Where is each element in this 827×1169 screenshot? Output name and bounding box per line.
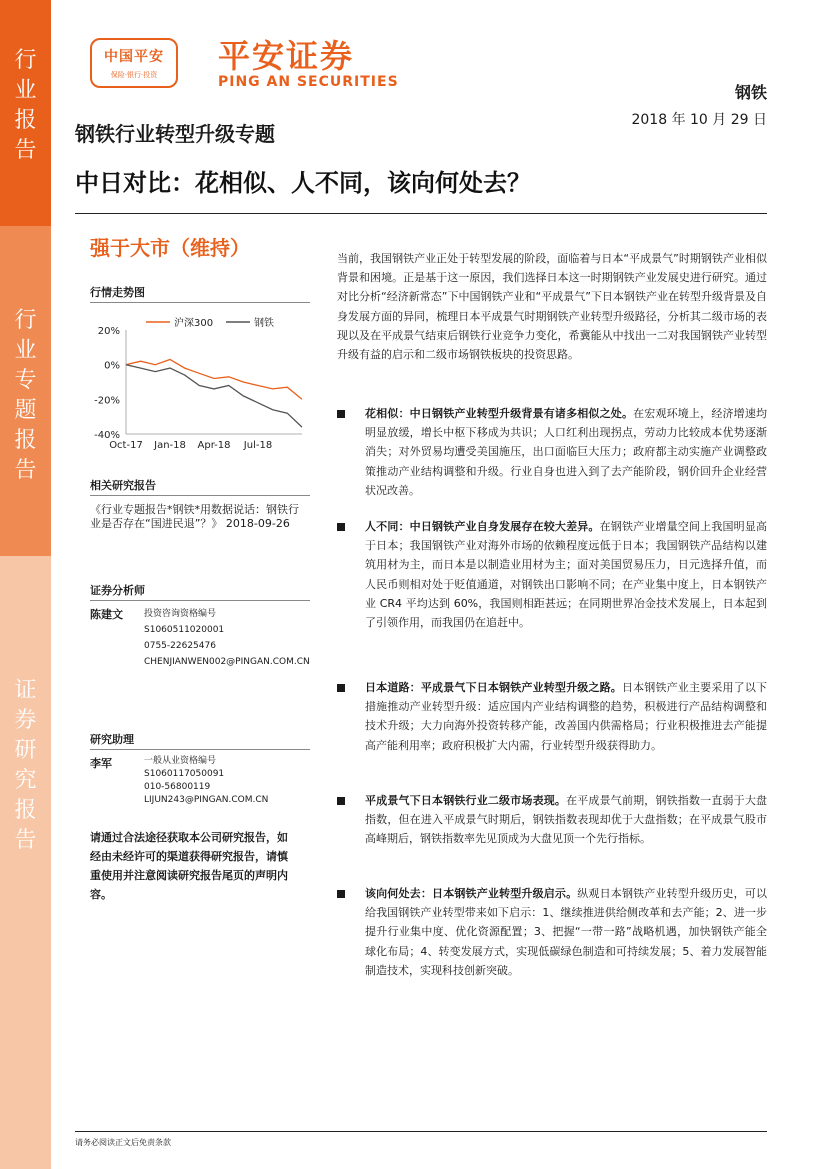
chart-x-tick-label: Jul-18	[243, 440, 273, 451]
related-report[interactable]: 《行业专题报告*钢铁*用数据说话：钢铁行业是否存在“国进民退”？》 2018-09-26	[90, 503, 299, 530]
chart-x-tick-label: Apr-18	[197, 440, 231, 451]
bullet-body: 纵观日本钢铁产业转型升级历史，可以给我国钢铁产业转型带来如下启示：1、继续推进供给侧改革和去产能；2、进一步提升行业集中度、优化资源配置；3、把握“一带一路”战略机遇，加快钢铁产能全球化布局；4、转变发展方式，实现低碳绿色制造和可持续发展；5、着力发展智能制造技术，实现科技创新突破。	[365, 887, 768, 977]
bullet-lead: 该向何处去：日本钢铁产业转型升级启示。	[365, 887, 578, 900]
bullet-square-icon	[337, 410, 345, 418]
chart-y-tick-label: -20%	[94, 395, 120, 407]
report-date: 2018 年 10 月 29 日	[631, 112, 767, 128]
side-label-research	[0, 676, 51, 856]
side-label-char: 告	[14, 458, 37, 483]
brand-en: PING AN SECURITIES	[218, 74, 399, 90]
bullet-item	[337, 517, 767, 632]
bullet-lead: 人不同：中日钢铁产业自身发展存在较大差异。	[365, 520, 600, 533]
assistant-block	[90, 755, 310, 815]
side-label-char: 券	[14, 708, 37, 733]
chart-legend-label: 沪深300	[174, 318, 214, 329]
side-label-char: 业	[14, 78, 37, 103]
chart-series-line-hs300	[126, 360, 302, 400]
intro-paragraph: 当前，我国钢铁产业正处于转型发展的阶段，面临着与日本“平成景气”时期钢铁产业相似背景和困境。正是基于这一原因，我们选择日本这一时期钢铁产业发展史进行研究。通过对比分析“经济新常态”下中国钢铁产业和“平成景气”下日本钢铁产业在转型升级背景及自身发展方面的异同，梳理日本平成景气时期钢铁产业转型升级路径，分析其二级市场的表现以及在平成景气结束后钢铁行业竞争力变化，希冀能从中找出一二对我国钢铁产业转型升级有益的启示和二级市场钢铁板块的投资思路。	[337, 252, 767, 362]
bullet-square-icon	[337, 523, 345, 531]
analyst-cert-label: 投资咨询资格编号	[144, 609, 217, 619]
usage-disclaimer: 请通过合法途径获取本公司研究报告，如经由未经许可的渠道获得研究报告，请慎重使用并注意阅读研究报告尾页的声明内容。	[90, 831, 288, 901]
analyst-email[interactable]: CHENJIANWEN002@PINGAN.COM.CN	[144, 657, 310, 667]
chart-y-tick-label: 0%	[104, 360, 120, 372]
analyst-block	[90, 606, 310, 686]
assistant-phone: 010-56800119	[144, 782, 211, 792]
assistant-name: 李军	[90, 757, 112, 770]
bullet-lead: 日本道路：平成景气下日本钢铁产业转型升级之路。	[365, 681, 622, 694]
header-divider	[75, 213, 767, 214]
bullet-lead: 花相似：中日钢铁产业转型升级背景有诸多相似之处。	[365, 407, 634, 420]
series-title: 钢铁行业转型升级专题	[75, 122, 275, 146]
side-label-char: 报	[14, 798, 37, 823]
chart-heading-divider	[90, 302, 310, 303]
chart-x-tick-label: Jan-18	[154, 440, 186, 451]
chart-series-line-steel	[126, 365, 302, 427]
bullet-item	[337, 404, 767, 500]
assistant-heading-divider	[90, 749, 310, 750]
chart-y-tick-label: -40%	[94, 430, 120, 441]
related-heading: 相关研究报告	[90, 479, 156, 492]
side-label-char: 题	[14, 398, 37, 423]
logo-tagline: 保险·银行·投资	[110, 71, 158, 79]
related-heading-divider	[90, 495, 310, 496]
side-label-char: 报	[14, 108, 37, 133]
bullet-square-icon	[337, 890, 345, 898]
price-trend-chart	[88, 308, 308, 458]
side-label-char: 研	[14, 738, 37, 763]
brand-logo	[218, 38, 399, 90]
bullet-item	[337, 884, 767, 980]
side-label-char: 告	[14, 828, 37, 853]
side-label-char: 究	[14, 768, 37, 793]
rating-badge: 强于大市（维持）	[90, 236, 250, 260]
logo-main-text: 中国平安	[104, 49, 164, 65]
bullet-body: 在宏观环境上，经济增速均明显放缓，增长中枢下移成为共识；人口红利出现拐点，劳动力比较成本优势逐渐消失；对外贸易均遭受美国施压，出口面临巨大压力；政府都主动实施产业调整政策推动产业结构调整和升级。行业自身也进入到了去产能阶段，钢价回升企业经营状况改善。	[365, 407, 768, 497]
industry-label: 钢铁	[734, 83, 767, 102]
page-title: 中日对比：花相似、人不同，该向何处去？	[75, 169, 531, 197]
side-label-char: 告	[14, 138, 37, 163]
side-band-top	[0, 0, 51, 226]
chart-legend-label: 钢铁	[254, 318, 274, 329]
side-label-char: 报	[14, 428, 37, 453]
chart-x-tick-label: Oct-17	[109, 440, 143, 451]
side-label-char: 专	[14, 368, 37, 393]
assistant-cert-label: 一般从业资格编号	[144, 756, 217, 766]
side-label-char: 行	[14, 48, 37, 73]
side-band-bottom	[0, 556, 51, 1169]
side-band-middle	[0, 226, 51, 556]
analyst-cert-number: S1060511020001	[144, 625, 225, 635]
analyst-heading: 证券分析师	[90, 584, 145, 597]
bullet-square-icon	[337, 797, 345, 805]
analyst-details	[144, 606, 312, 670]
brand-cn: 平安证券	[218, 37, 355, 75]
chart-y-tick-label: 20%	[97, 326, 120, 337]
side-label-special-report	[0, 306, 51, 486]
assistant-email[interactable]: LIJUN243@PINGAN.COM.CN	[144, 795, 269, 805]
analyst-name: 陈建文	[90, 608, 123, 621]
side-label-char: 证	[14, 678, 37, 703]
bullet-square-icon	[337, 684, 345, 692]
bullet-item	[337, 791, 767, 849]
bullet-lead: 平成景气下日本钢铁行业二级市场表现。	[365, 794, 567, 807]
assistant-cert-number: S1060117050091	[144, 769, 225, 779]
assistant-details	[144, 755, 312, 807]
side-label-report	[0, 46, 51, 166]
assistant-heading: 研究助理	[90, 733, 134, 746]
bullet-item	[337, 678, 767, 755]
pingan-group-logo	[90, 38, 178, 88]
footer-divider	[75, 1131, 767, 1132]
side-label-char: 行	[14, 308, 37, 333]
bullet-body: 在钢铁产业增量空间上我国明显高于日本；我国钢铁产业对海外市场的依赖程度远低于日本；我国钢铁产品结构以建筑用材为主，而日本是以制造业用材为主；面对美国贸易压力，日元选择升值，而人民币则相对处于贬值通道，对钢铁出口影响不同；在产业集中度上，日本钢铁产业 CR4 平均达到 60%，我国则相距甚远；在同期世界冶金技术发展上，日本起到了引领作用，而我国仍在追赶中。	[365, 520, 768, 630]
bullet-body: 日本钢铁产业主要采用了以下措施推动产业转型升级：适应国内产业结构调整的趋势，积极进行产品结构调整和技术升级；大力向海外投资转移产能，改善国内供需格局；行业积极推进去产能提高产能利用率；政府积极扩大内需，行业转型升级获得助力。	[365, 681, 768, 752]
side-label-char: 业	[14, 338, 37, 363]
analyst-heading-divider	[90, 600, 310, 601]
footer-disclaimer[interactable]: 请务必阅读正文后免责条款	[75, 1138, 171, 1147]
analyst-phone: 0755-22625476	[144, 641, 216, 651]
chart-heading: 行情走势图	[90, 286, 145, 299]
bullet-body: 在平成景气前期，钢铁指数一直弱于大盘指数，但在进入平成景气时期后，钢铁指数表现却优于大盘指数；在平成景气股市高峰期后，钢铁指数率先见顶成为大盘见顶一个先行指标。	[365, 794, 768, 846]
